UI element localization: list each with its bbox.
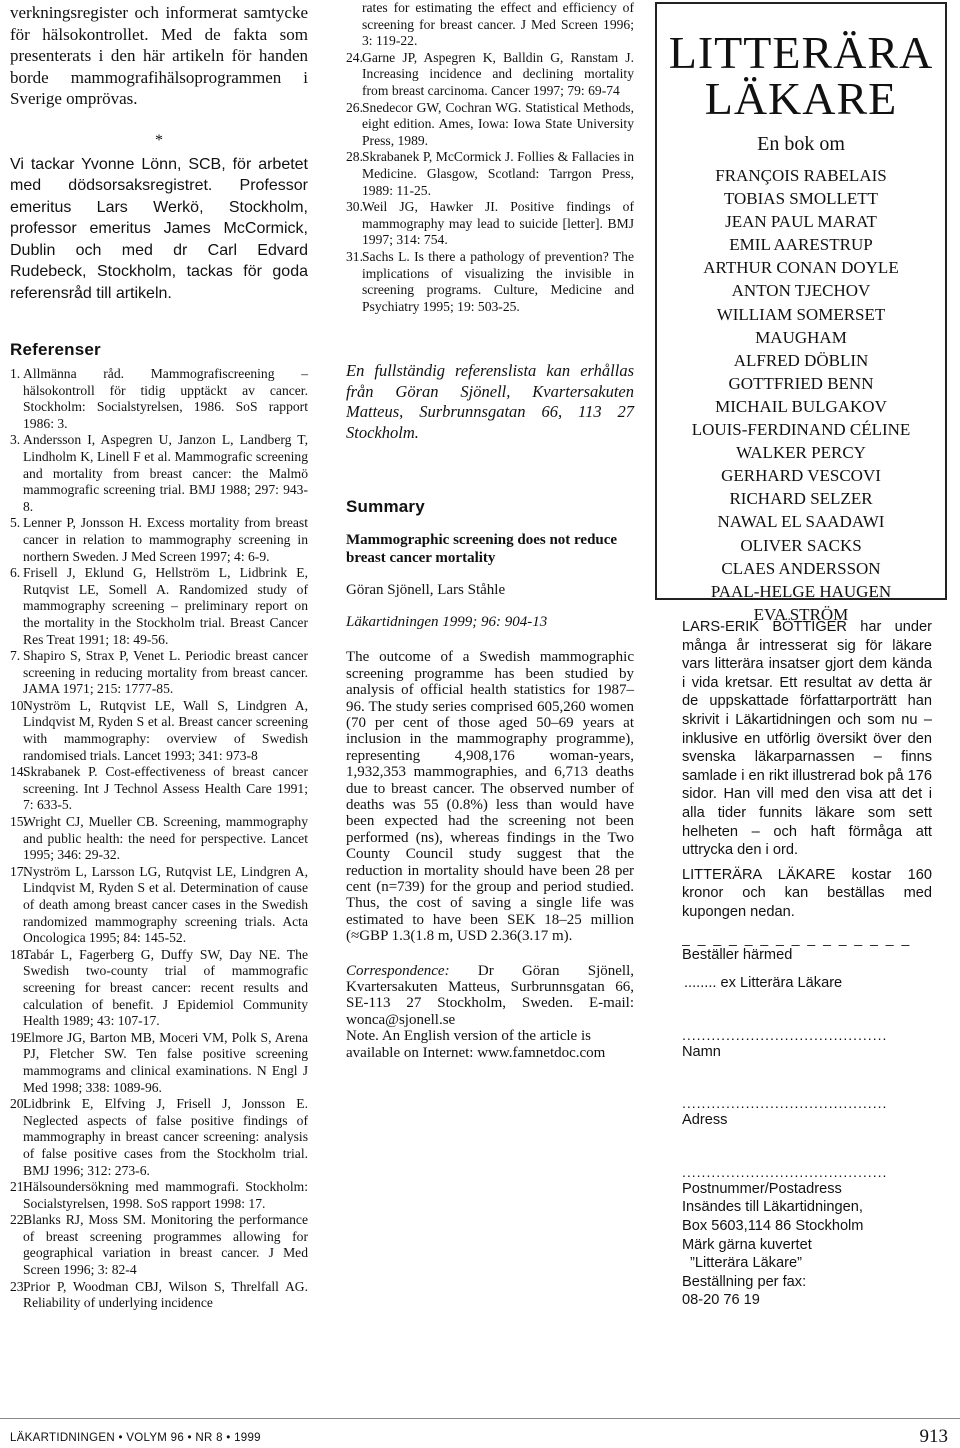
reference-number: 6. — [10, 565, 21, 581]
author-name: MICHAIL BULGAKOV — [715, 396, 887, 416]
reference-item — [10, 814, 308, 864]
reference-number: 3. — [10, 432, 21, 448]
reference-item — [10, 1279, 308, 1312]
reference-number: 31. — [346, 248, 363, 264]
reference-text: Wright CJ, Mueller CB. Screening, mammography and public health: the need for perspective. Lancet 1995; 346: 29-32. — [23, 814, 308, 863]
references-heading: Referenser — [10, 340, 101, 359]
author-name: PAAL-HELGE HAUGEN — [710, 581, 892, 601]
intro-paragraph: verkningsregister och informerat samtycke för hälsokontrollet. Med de fakta som presenterats i den här artikeln för handen borde mammografihälsoprogrammen i Sverige omprövas. — [10, 3, 308, 108]
reference-item — [10, 947, 308, 1030]
reference-text: Lenner P, Jonsson H. Excess mortality from breast cancer in relation to mammography screening in northern Sweden. J Med Screen 1997; 4: 6-9. — [23, 515, 308, 564]
address-field-label: Adress — [682, 1112, 728, 1129]
promo-description: LARS-ERIK BÖTTIGER har under många år intresserat sig för läkare vars litterära insatser gjort dem kända i vida kretsar. Ett resultat av detta är de uppskattade författarporträtt han skrivit i Läkartidningen och som nu – inklusive en utförlig översikt över den svenska läkarparnassen – finns samlade i en rikt illustrerad bok på 176 sidor. Han vill med den visa att det i alla tider funnits läkare som sett helheten – och haft förmåga att uttrycka den i ord. — [682, 619, 932, 859]
author-name: ALFRED DÖBLIN — [733, 350, 869, 370]
reference-item — [10, 432, 308, 515]
book-advert-box — [655, 2, 947, 624]
reference-item — [10, 1096, 308, 1179]
reference-number: 15. — [10, 814, 27, 830]
reference-item — [10, 864, 308, 947]
section-separator: * — [155, 131, 163, 149]
reference-text: Sachs L. Is there a pathology of prevention? The implications of visualizing the invisible in screening programs. Culture, Medicine and Psychiatry 1995; 19: 503-25. — [362, 248, 634, 314]
reference-item — [10, 515, 308, 565]
author-name: WILLIAM SOMERSET — [716, 304, 886, 324]
reference-number: 17. — [10, 863, 27, 879]
author-name: RICHARD SELZER — [729, 489, 873, 509]
reference-number: 24. — [346, 49, 363, 65]
correspondence-text: Dr Göran Sjönell, Kvartersakuten Matteus, Surbrunnsgatan 66, SE-113 27 Stockholm, Sweden. E-mail: wonca@sjonell.se — [346, 962, 634, 1028]
reference-number: 28. — [346, 149, 363, 165]
reference-number: 22. — [10, 1212, 27, 1228]
reference-number: 20. — [10, 1096, 27, 1112]
advert-title-line2: LÄKARE — [704, 73, 898, 124]
reference-item — [10, 1030, 308, 1096]
reference-number: 18. — [10, 946, 27, 962]
reference-number: 23. — [10, 1278, 27, 1294]
reference-text: Tabár L, Fagerberg G, Duffy SW, Day NE. The Swedish two-county trial of mammografic screening for breast cancer: recent results and calculation of benefit. J Epidemiol Community Health 1989; 43: 107-17. — [23, 946, 308, 1029]
order-coupon — [682, 618, 932, 1310]
reference-item — [346, 100, 634, 150]
author-name: NAWAL EL SAADAWI — [717, 512, 885, 532]
reference-text: Skrabanek P, McCormick J. Follies & Fallacies in Medicine. Glasgow, Scotland: Tarrgon Press, 1989: 11-25. — [362, 149, 634, 198]
author-name: ARTHUR CONAN DOYLE — [703, 258, 899, 278]
reference-text: Skrabanek P. Cost-effectiveness of breast cancer screening. Int J Technol Assess Health Care 1991; 7: 633-5. — [23, 764, 308, 813]
author-name: EMIL AARESTRUP — [729, 235, 873, 255]
summary-title: Mammographic screening does not reduce breast cancer mortality — [346, 532, 618, 567]
cut-line: _ _ _ _ _ _ _ _ _ _ _ _ _ _ _ — [682, 929, 912, 946]
order-quantity-field[interactable]: ........ ex Litterära Läkare — [684, 975, 843, 992]
reference-item — [10, 1212, 308, 1278]
reference-item — [10, 648, 308, 698]
promo-price: LITTERÄRA LÄKARE kostar 160 kronor och kan beställas med kupongen nedan. — [682, 866, 932, 920]
author-name-list — [657, 164, 945, 626]
summary-authors: Göran Sjönell, Lars Ståhle — [346, 582, 506, 599]
reference-number: 1. — [10, 366, 21, 381]
reference-text: Blanks RJ, Moss SM. Monitoring the performance of breast screening programmes allowing for geographical variation in breast cancer. J Med Screen 1996; 3: 82-4 — [23, 1212, 308, 1278]
journal-footer: LÄKARTIDNINGEN • VOLYM 96 • NR 8 • 1999 — [10, 1432, 261, 1444]
reference-item — [10, 565, 308, 648]
address-field-line[interactable]: .......................................... — [682, 1095, 888, 1112]
author-name: CLAES ANDERSSON — [721, 558, 881, 578]
reference-number: 30. — [346, 199, 363, 215]
advert-subtitle: En bok om — [757, 133, 845, 155]
reference-item — [346, 149, 634, 199]
reference-number: 5. — [10, 515, 21, 531]
reference-number: 14. — [10, 764, 27, 780]
author-name: GERHARD VESCOVI — [721, 466, 881, 486]
fax-line2: 08-20 76 19 — [682, 1292, 760, 1309]
send-to-line1: Insändes till Läkartidningen, — [682, 1199, 863, 1216]
reference-list — [10, 366, 308, 1312]
reference-number: 10. — [10, 697, 27, 713]
reference-list-continued — [346, 50, 634, 316]
reference-text: Andersson I, Aspegren U, Janzon L, Landberg T, Lindholm K, Linell F et al. Mammografic screening and mortality from breast cancer: the Malmö mammografic screening trial. BMJ 1988; 297: 943-8. — [23, 432, 308, 514]
reference-item — [10, 366, 308, 432]
author-name: FRANÇOIS RABELAIS — [715, 166, 887, 185]
reference-text: Shapiro S, Strax P, Venet L. Periodic breast cancer screening in reducing mortality from breast cancer. JAMA 1971; 215: 1777-85. — [23, 648, 308, 697]
reference-text: Frisell J, Eklund G, Hellström L, Lidbrink E, Rutqvist LE, Somell A. Randomized study of mammography screening – preliminary report on the mortality in the Stockholm trial. Breast Cancer Res Treat 1991; 18: 49-56. — [23, 565, 308, 647]
column-left — [10, 0, 308, 1312]
reference-continuation: rates for estimating the effect and efficiency of screening for breast cancer. J Med Screen 1996; 3: 119-22. — [362, 0, 634, 49]
author-name: WALKER PERCY — [736, 443, 866, 463]
reference-text: Garne JP, Aspegren K, Balldin G, Ranstam J. Increasing incidence and declining mortality from breast carcinoma. Cancer 1997; 79: 69-74 — [362, 49, 634, 98]
reference-item — [346, 199, 634, 249]
advert-title-line1: LITTERÄRA — [668, 27, 934, 78]
english-version-note: Note. An English version of the article is available on Internet: www.famnetdoc.com — [346, 1028, 606, 1061]
reference-text: Allmänna råd. Mammografiscreening – hälsokontroll för tidig upptäckt av cancer. Stockholm: Socialstyrelsen, 1986. SoS rapport 1986: 3. — [23, 366, 308, 431]
reference-text: Weil JG, Hawker JI. Positive findings of mammography may lead to suicide [letter]. BMJ 1997; 314: 754. — [362, 199, 634, 248]
footer-rule — [0, 1418, 960, 1419]
reference-text: Elmore JG, Barton MB, Moceri VM, Polk S, Arena PJ, Fletcher SW. Ten false positive screening mammograms and clinical examinations. N Engl J Med 1998; 338: 1089-96. — [23, 1029, 308, 1095]
reference-text: Prior P, Woodman CBJ, Wilson S, Threlfall AG. Reliability of underlying incidence — [23, 1278, 308, 1311]
reference-number: 7. — [10, 648, 21, 664]
reference-text: Nyström L, Larsson LG, Rutqvist LE, Lindgren A, Lindqvist M, Ryden S et al. Determination of cause of death among breast cancer cases in the Swedish randomized mammography screening trials. Acta Oncologica 1995; 84: 145-52. — [23, 863, 308, 946]
reference-number: 19. — [10, 1029, 27, 1045]
column-middle — [346, 0, 634, 1061]
author-name: TOBIAS SMOLLETT — [723, 189, 879, 209]
author-name: EVA STRÖM — [753, 604, 849, 624]
summary-journal-citation: Läkartidningen 1999; 96: 904-13 — [346, 614, 548, 631]
fax-line1: Beställning per fax: — [682, 1273, 807, 1290]
name-field-line[interactable]: .......................................... — [682, 1026, 888, 1043]
reference-text: Hälsoundersökning med mammografi. Stockholm: Socialstyrelsen, 1998. SoS rapport 1998: 17. — [23, 1179, 308, 1211]
reference-number: 26. — [346, 99, 363, 115]
mark-envelope-line1: Märk gärna kuvertet — [682, 1236, 812, 1253]
reference-text: Nyström L, Rutqvist LE, Wall S, Lindgren A, Lindqvist M, Ryden S et al. Breast cancer screening with mammography: overview of Swedish randomised trials. Lancet 1993; 341: 973-8 — [23, 697, 308, 763]
full-reference-note: En fullständig referenslista kan erhållas från Göran Sjönell, Kvartersakuten Matteus, Surbrunnsgatan 66, 113 27 Stockholm. — [346, 361, 634, 442]
postal-field-line[interactable]: .......................................... — [682, 1163, 888, 1180]
summary-abstract: The outcome of a Swedish mammographic screening programme has been studied by analysis of official health statistics for 1987–96. The study series comprised 605,260 women (70 per cent of those aged 50–69 years at inclusion in the mammography programme), representing 4,908,176 woman-years, 1,932,353 mammographies, and 6,713 deaths due to breast cancer. The observed number of deaths was 55 (0.8%) less than would have been expected had the screening not been performed (ns), whereas findings in the Two County Council study suggest that the reduction in mortality should have been 28 per cent (n=739) for the group and period studied. Thus, the cost of saving a single life was estimated to have been SEK 18–25 million (≈GBP 1.3(1.8 m, USD 2.36(3.17 m). — [346, 649, 634, 945]
reference-text: Lidbrink E, Elfving J, Frisell J, Jonsson E. Neglected aspects of false positive findings of mammography in breast cancer screening: analysis of false positive cases from the Stockholm trial. BMJ 1996; 312: 273-6. — [23, 1096, 308, 1178]
author-name: LOUIS-FERDINAND CÉLINE — [691, 420, 911, 440]
name-field-label: Namn — [682, 1043, 721, 1060]
acknowledgement-paragraph: Vi tackar Yvonne Lönn, SCB, för arbetet med dödsorsaksregistret. Professor emeritus Lars Werkö, Stockholm, professor emeritus James McCormick, Dublin och med dr Carl Edvard Rudebeck, Stockholm, tackas för goda referensråd till artikeln. — [10, 155, 308, 302]
postal-field-label: Postnummer/Postadress — [682, 1180, 842, 1197]
reference-item — [10, 1179, 308, 1212]
reference-item — [346, 249, 634, 315]
correspondence — [346, 963, 634, 1029]
author-name: JEAN PAUL MARAT — [725, 212, 877, 232]
author-name: MAUGHAM — [755, 327, 847, 347]
author-name: OLIVER SACKS — [740, 535, 862, 555]
summary-heading: Summary — [346, 497, 425, 517]
reference-item — [10, 698, 308, 764]
reference-number: 21. — [10, 1179, 27, 1195]
order-heading: Beställer härmed — [682, 946, 793, 963]
reference-item — [346, 50, 634, 100]
author-name: ANTON TJECHOV — [731, 281, 871, 301]
reference-item — [10, 764, 308, 814]
correspondence-label: Correspondence: — [346, 962, 450, 979]
mark-envelope-line2: ”Litterära Läkare” — [690, 1255, 802, 1272]
page-number: 913 — [919, 1426, 948, 1447]
send-to-line2: Box 5603,114 86 Stockholm — [682, 1218, 864, 1235]
author-name: GOTTFRIED BENN — [728, 373, 874, 393]
reference-text: Snedecor GW, Cochran WG. Statistical Methods, eight edition. Ames, Iowa: Iowa State University Press, 1989. — [362, 99, 634, 148]
